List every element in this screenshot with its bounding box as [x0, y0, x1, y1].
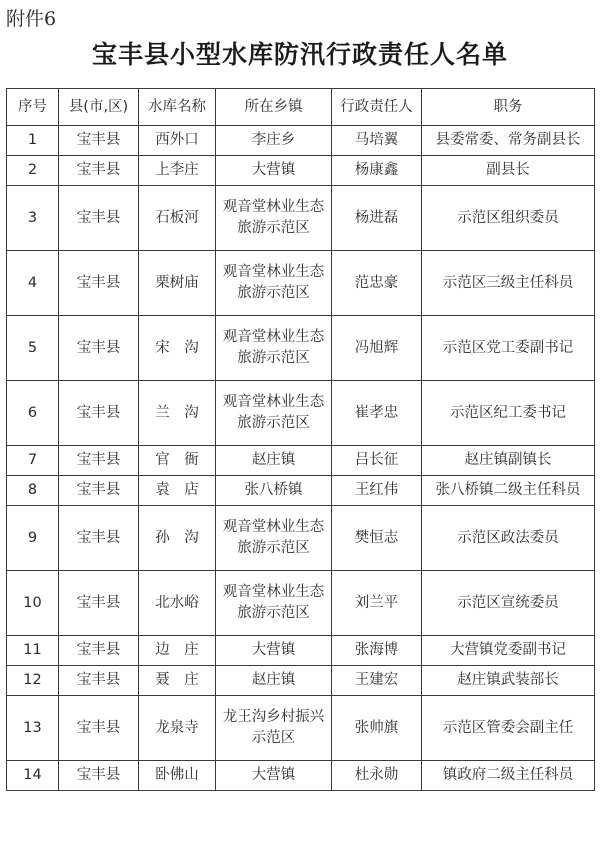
cell-no: 8 — [7, 476, 59, 506]
cell-no: 4 — [7, 251, 59, 316]
table-row — [7, 126, 595, 156]
cell-title: 镇政府二级主任科员 — [422, 761, 595, 791]
cell-town: 李庄乡 — [216, 126, 332, 156]
header-reservoir: 水库名称 — [139, 89, 216, 126]
cell-county: 宝丰县 — [59, 126, 139, 156]
cell-title: 示范区组织委员 — [422, 186, 595, 251]
cell-person: 樊恒志 — [332, 506, 422, 571]
cell-title: 赵庄镇副镇长 — [422, 446, 595, 476]
header-county: 县(市,区) — [59, 89, 139, 126]
cell-county: 宝丰县 — [59, 476, 139, 506]
cell-no: 12 — [7, 666, 59, 696]
cell-person: 王建宏 — [332, 666, 422, 696]
cell-town: 张八桥镇 — [216, 476, 332, 506]
cell-reservoir: 卧佛山 — [139, 761, 216, 791]
header-person: 行政责任人 — [332, 89, 422, 126]
cell-county: 宝丰县 — [59, 696, 139, 761]
table-row — [7, 186, 595, 251]
cell-no: 6 — [7, 381, 59, 446]
cell-reservoir: 官 衙 — [139, 446, 216, 476]
table-row — [7, 446, 595, 476]
cell-town: 观音堂林业生态旅游示范区 — [216, 186, 332, 251]
table-row — [7, 571, 595, 636]
cell-title: 示范区政法委员 — [422, 506, 595, 571]
cell-county: 宝丰县 — [59, 316, 139, 381]
table-row — [7, 316, 595, 381]
cell-title: 大营镇党委副书记 — [422, 636, 595, 666]
cell-no: 11 — [7, 636, 59, 666]
cell-no: 3 — [7, 186, 59, 251]
table-row — [7, 381, 595, 446]
cell-reservoir: 石板河 — [139, 186, 216, 251]
table-row — [7, 761, 595, 791]
cell-person: 张帅旗 — [332, 696, 422, 761]
cell-town: 大营镇 — [216, 636, 332, 666]
cell-town: 观音堂林业生态旅游示范区 — [216, 571, 332, 636]
cell-no: 1 — [7, 126, 59, 156]
cell-person: 杨康鑫 — [332, 156, 422, 186]
cell-reservoir: 上李庄 — [139, 156, 216, 186]
table-row — [7, 696, 595, 761]
cell-county: 宝丰县 — [59, 571, 139, 636]
cell-person: 王红伟 — [332, 476, 422, 506]
cell-title: 示范区宣统委员 — [422, 571, 595, 636]
cell-town: 赵庄镇 — [216, 666, 332, 696]
cell-person: 范忠豪 — [332, 251, 422, 316]
cell-person: 冯旭辉 — [332, 316, 422, 381]
cell-county: 宝丰县 — [59, 381, 139, 446]
cell-person: 马培翼 — [332, 126, 422, 156]
cell-reservoir: 聂 庄 — [139, 666, 216, 696]
attachment-label: 附件6 — [6, 8, 57, 30]
cell-person: 杜永勋 — [332, 761, 422, 791]
cell-reservoir: 龙泉寺 — [139, 696, 216, 761]
table-row — [7, 666, 595, 696]
cell-no: 10 — [7, 571, 59, 636]
cell-reservoir: 兰 沟 — [139, 381, 216, 446]
cell-no: 7 — [7, 446, 59, 476]
responsibility-table — [6, 88, 595, 791]
cell-county: 宝丰县 — [59, 666, 139, 696]
cell-title: 县委常委、常务副县长 — [422, 126, 595, 156]
cell-county: 宝丰县 — [59, 251, 139, 316]
table-row — [7, 156, 595, 186]
cell-reservoir: 边 庄 — [139, 636, 216, 666]
cell-no: 5 — [7, 316, 59, 381]
cell-title: 张八桥镇二级主任科员 — [422, 476, 595, 506]
table-row — [7, 506, 595, 571]
header-no: 序号 — [7, 89, 59, 126]
cell-reservoir: 西外口 — [139, 126, 216, 156]
cell-person: 张海博 — [332, 636, 422, 666]
cell-town: 观音堂林业生态旅游示范区 — [216, 251, 332, 316]
cell-county: 宝丰县 — [59, 506, 139, 571]
cell-person: 吕长征 — [332, 446, 422, 476]
table-header-row — [7, 89, 595, 126]
cell-reservoir: 北水峪 — [139, 571, 216, 636]
cell-county: 宝丰县 — [59, 761, 139, 791]
cell-county: 宝丰县 — [59, 156, 139, 186]
cell-county: 宝丰县 — [59, 186, 139, 251]
cell-town: 观音堂林业生态旅游示范区 — [216, 381, 332, 446]
cell-reservoir: 孙 沟 — [139, 506, 216, 571]
cell-reservoir: 栗树庙 — [139, 251, 216, 316]
cell-town: 观音堂林业生态旅游示范区 — [216, 316, 332, 381]
document-title: 宝丰县小型水库防汛行政责任人名单 — [91, 40, 508, 69]
cell-person: 崔孝忠 — [332, 381, 422, 446]
cell-no: 2 — [7, 156, 59, 186]
table-row — [7, 636, 595, 666]
table-row — [7, 251, 595, 316]
cell-town: 赵庄镇 — [216, 446, 332, 476]
cell-town: 龙王沟乡村振兴示范区 — [216, 696, 332, 761]
cell-reservoir: 袁 店 — [139, 476, 216, 506]
cell-town: 大营镇 — [216, 156, 332, 186]
cell-county: 宝丰县 — [59, 636, 139, 666]
cell-title: 示范区管委会副主任 — [422, 696, 595, 761]
table-row — [7, 476, 595, 506]
header-title: 职务 — [422, 89, 595, 126]
cell-no: 9 — [7, 506, 59, 571]
cell-no: 13 — [7, 696, 59, 761]
cell-title: 赵庄镇武装部长 — [422, 666, 595, 696]
cell-person: 杨进磊 — [332, 186, 422, 251]
cell-town: 大营镇 — [216, 761, 332, 791]
cell-county: 宝丰县 — [59, 446, 139, 476]
cell-no: 14 — [7, 761, 59, 791]
cell-reservoir: 宋 沟 — [139, 316, 216, 381]
cell-town: 观音堂林业生态旅游示范区 — [216, 506, 332, 571]
cell-person: 刘兰平 — [332, 571, 422, 636]
cell-title: 示范区三级主任科员 — [422, 251, 595, 316]
cell-title: 副县长 — [422, 156, 595, 186]
header-town: 所在乡镇 — [216, 89, 332, 126]
cell-title: 示范区纪工委书记 — [422, 381, 595, 446]
cell-title: 示范区党工委副书记 — [422, 316, 595, 381]
